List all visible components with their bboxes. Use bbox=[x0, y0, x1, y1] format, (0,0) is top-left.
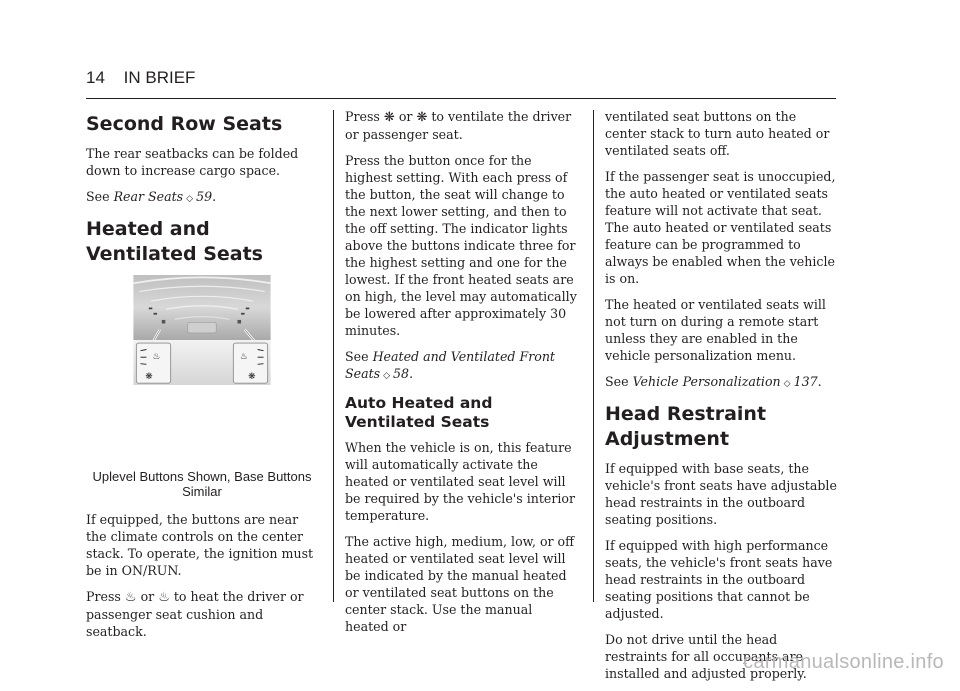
paragraph-remote-start: The heated or ventilated seats will not turn on during a remote start unless they are enabled in the vehicle personalization menu. bbox=[605, 297, 826, 363]
heated-seat-passenger-icon: ♨ bbox=[158, 590, 170, 605]
ventilated-seat-driver-icon: ❋ bbox=[383, 110, 395, 125]
see-heated-ventilated-front-seats: See Heated and Ventilated Front Seats ◇ 58. bbox=[345, 349, 555, 381]
column-divider-1 bbox=[333, 110, 334, 602]
page-ref[interactable]: 137 bbox=[793, 374, 818, 389]
paragraph-active-levels: The active high, medium, low, or off heated or ventilated seat level will be indicated by the manual heated or ventilated seat buttons on the center stack. Use the manual heated or bbox=[345, 534, 575, 634]
paragraph-unoccupied: If the passenger seat is unoccupied, the auto heated or ventilated seats feature will not activate that seat. The auto heated or ventilated seats feature can be programmed to always be enabled when the vehicle is on. bbox=[605, 169, 836, 286]
see-vehicle-personalization: See Vehicle Personalization ◇ 137. bbox=[605, 374, 822, 389]
column-3 bbox=[605, 108, 837, 691]
page-ref-arrow-icon: ◇ bbox=[383, 371, 391, 381]
see-rear-seats: See Rear Seats ◇ 59. bbox=[86, 189, 217, 204]
page-ref-arrow-icon: ◇ bbox=[186, 194, 194, 204]
link-rear-seats[interactable]: Rear Seats bbox=[113, 189, 184, 204]
paragraph-rear-seatbacks: The rear seatbacks can be folded down to increase cargo space. bbox=[86, 146, 299, 178]
heading-second-row-seats: Second Row Seats bbox=[86, 113, 283, 135]
paragraph-buttons-location: If equipped, the buttons are near the climate controls on the center stack. To operate, the ignition must be in ON/RUN. bbox=[86, 512, 314, 578]
page-header bbox=[86, 68, 195, 88]
heading-auto-heated-ventilated: Auto Heated and Ventilated Seats bbox=[345, 394, 493, 431]
seat-buttons-figure bbox=[86, 275, 318, 461]
svg-text:❋: ❋ bbox=[248, 372, 256, 383]
link-vehicle-personalization[interactable]: Vehicle Personalization bbox=[632, 374, 781, 389]
center-stack-photo bbox=[86, 275, 318, 385]
page-ref-arrow-icon: ◇ bbox=[783, 379, 791, 389]
paragraph-base-seats: If equipped with base seats, the vehicle's front seats have adjustable head restraints in the outboard seating positions. bbox=[605, 461, 837, 527]
paragraph-high-performance: If equipped with high performance seats, the vehicle's front seats have head restraints in the outboard seating positions that cannot be adjusted. bbox=[605, 538, 833, 621]
section-title: IN BRIEF bbox=[123, 68, 196, 87]
svg-text:❋: ❋ bbox=[145, 372, 153, 383]
heading-heated-ventilated: Heated and Ventilated Seats bbox=[86, 218, 263, 265]
paragraph-settings: Press the button once for the highest setting. With each press of the button, the seat will change to the next lower setting, and then to the off setting. The indicator lights above the buttons indicate three for the highest setting and one for the lowest. If the front heated seats are on high, the level may automatically be lowered after approximately 30 minutes. bbox=[345, 153, 577, 338]
ventilated-seat-passenger-icon: ❋ bbox=[416, 110, 428, 125]
column-1 bbox=[86, 108, 318, 649]
figure-caption: Uplevel Buttons Shown, Base Buttons Similar bbox=[92, 469, 312, 499]
svg-text:♨: ♨ bbox=[152, 351, 161, 362]
watermark: carmanualsonline.info bbox=[743, 651, 944, 673]
paragraph-do-not-drive: Do not drive until the head restraints for all occupants are installed and adjusted properly. bbox=[605, 632, 807, 681]
page-ref[interactable]: 58 bbox=[393, 366, 410, 381]
heading-head-restraint: Head Restraint Adjustment bbox=[605, 403, 767, 450]
column-divider-2 bbox=[593, 110, 594, 602]
column-2 bbox=[345, 108, 577, 644]
heated-seat-driver-icon: ♨ bbox=[124, 590, 137, 605]
paragraph-turn-off: ventilated seat buttons on the center stack to turn auto heated or ventilated seats off. bbox=[605, 109, 830, 158]
paragraph-auto-feature: When the vehicle is on, this feature will automatically activate the heated or ventilated seat level will be required by the vehicle's interior temperature. bbox=[345, 440, 576, 523]
page-ref[interactable]: 59 bbox=[196, 189, 213, 204]
link-heated-ventilated-front-seats[interactable]: Heated and Ventilated Front Seats bbox=[345, 349, 555, 381]
svg-text:♨: ♨ bbox=[239, 351, 248, 362]
page-number: 14 bbox=[86, 68, 105, 87]
header-rule bbox=[86, 98, 836, 99]
paragraph-press-ventilate: Press ❋ or ❋ to ventilate the driver or passenger seat. bbox=[345, 109, 572, 142]
paragraph-press-heat: Press ♨ or ♨ to heat the driver or passenger seat cushion and seatback. bbox=[86, 589, 304, 639]
